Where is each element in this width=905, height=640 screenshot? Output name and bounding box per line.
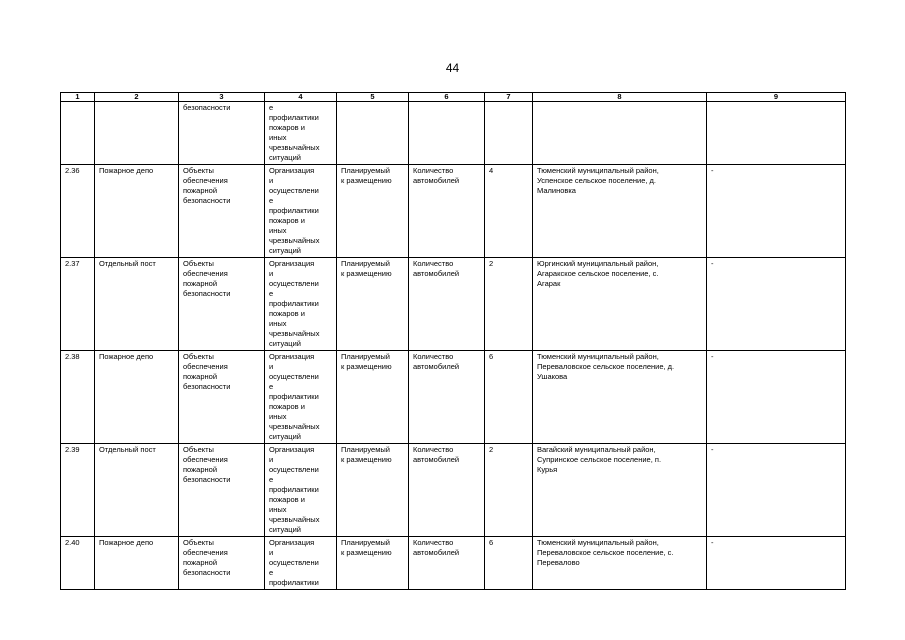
- cell-location: [533, 102, 707, 165]
- cell-name: Пожарное депо: [95, 537, 179, 590]
- column-header: 5: [337, 93, 409, 102]
- cell-purpose: Организация и осуществлени е профилактики пожаров и иных чрезвычайных ситуаций: [265, 444, 337, 537]
- cell-purpose: Организация и осуществлени е профилактики: [265, 537, 337, 590]
- cell-value: [485, 102, 533, 165]
- cell-name: Пожарное депо: [95, 165, 179, 258]
- cell-category: безопасности: [179, 102, 265, 165]
- cell-category: Объекты обеспечения пожарной безопасности: [179, 351, 265, 444]
- cell-category: Объекты обеспечения пожарной безопасности: [179, 537, 265, 590]
- table-row: [61, 537, 846, 590]
- cell-zones: -: [707, 258, 846, 351]
- column-header: 1: [61, 93, 95, 102]
- cell-zones: -: [707, 444, 846, 537]
- cell-num: 2.36: [61, 165, 95, 258]
- column-header: 3: [179, 93, 265, 102]
- cell-status: Планируемый к размещению: [337, 444, 409, 537]
- cell-value: 2: [485, 258, 533, 351]
- cell-location: Тюменский муниципальный район, Успенское сельское поселение, д. Малиновка: [533, 165, 707, 258]
- cell-status: Планируемый к размещению: [337, 351, 409, 444]
- cell-characteristic: Количество автомобилей: [409, 351, 485, 444]
- cell-characteristic: Количество автомобилей: [409, 165, 485, 258]
- cell-characteristic: Количество автомобилей: [409, 258, 485, 351]
- cell-purpose: е профилактики пожаров и иных чрезвычайных ситуаций: [265, 102, 337, 165]
- cell-zones: -: [707, 165, 846, 258]
- objects-table: [60, 92, 846, 590]
- cell-name: Отдельный пост: [95, 444, 179, 537]
- cell-num: 2.37: [61, 258, 95, 351]
- cell-zones: -: [707, 537, 846, 590]
- cell-name: [95, 102, 179, 165]
- cell-characteristic: Количество автомобилей: [409, 444, 485, 537]
- cell-purpose: Организация и осуществлени е профилактики пожаров и иных чрезвычайных ситуаций: [265, 165, 337, 258]
- cell-zones: -: [707, 351, 846, 444]
- cell-purpose: Организация и осуществлени е профилактики пожаров и иных чрезвычайных ситуаций: [265, 351, 337, 444]
- table-row: [61, 444, 846, 537]
- column-header: 4: [265, 93, 337, 102]
- cell-characteristic: [409, 102, 485, 165]
- column-header: 6: [409, 93, 485, 102]
- cell-name: Отдельный пост: [95, 258, 179, 351]
- table-row: [61, 165, 846, 258]
- cell-characteristic: Количество автомобилей: [409, 537, 485, 590]
- column-header: 7: [485, 93, 533, 102]
- cell-name: Пожарное депо: [95, 351, 179, 444]
- cell-value: 2: [485, 444, 533, 537]
- cell-location: Юргинский муниципальный район, Агаракское сельское поселение, с. Агарак: [533, 258, 707, 351]
- cell-purpose: Организация и осуществлени е профилактики пожаров и иных чрезвычайных ситуаций: [265, 258, 337, 351]
- cell-value: 6: [485, 537, 533, 590]
- cell-category: Объекты обеспечения пожарной безопасности: [179, 444, 265, 537]
- cell-value: 4: [485, 165, 533, 258]
- cell-location: Тюменский муниципальный район, Переваловское сельское поселение, д. Ушакова: [533, 351, 707, 444]
- column-header: 9: [707, 93, 846, 102]
- cell-location: Тюменский муниципальный район, Переваловское сельское поселение, с. Перевалово: [533, 537, 707, 590]
- cell-value: 6: [485, 351, 533, 444]
- cell-status: Планируемый к размещению: [337, 258, 409, 351]
- cell-location: Вагайский муниципальный район, Супринское сельское поселение, п. Курья: [533, 444, 707, 537]
- table-row: [61, 102, 846, 165]
- column-header: 8: [533, 93, 707, 102]
- cell-category: Объекты обеспечения пожарной безопасности: [179, 165, 265, 258]
- cell-num: 2.39: [61, 444, 95, 537]
- header-row: [61, 93, 846, 102]
- cell-num: [61, 102, 95, 165]
- table-row: [61, 351, 846, 444]
- cell-status: [337, 102, 409, 165]
- column-header: 2: [95, 93, 179, 102]
- cell-status: Планируемый к размещению: [337, 165, 409, 258]
- cell-num: 2.38: [61, 351, 95, 444]
- table-row: [61, 258, 846, 351]
- page-number: 44: [445, 61, 460, 75]
- cell-zones: [707, 102, 846, 165]
- cell-status: Планируемый к размещению: [337, 537, 409, 590]
- cell-category: Объекты обеспечения пожарной безопасности: [179, 258, 265, 351]
- cell-num: 2.40: [61, 537, 95, 590]
